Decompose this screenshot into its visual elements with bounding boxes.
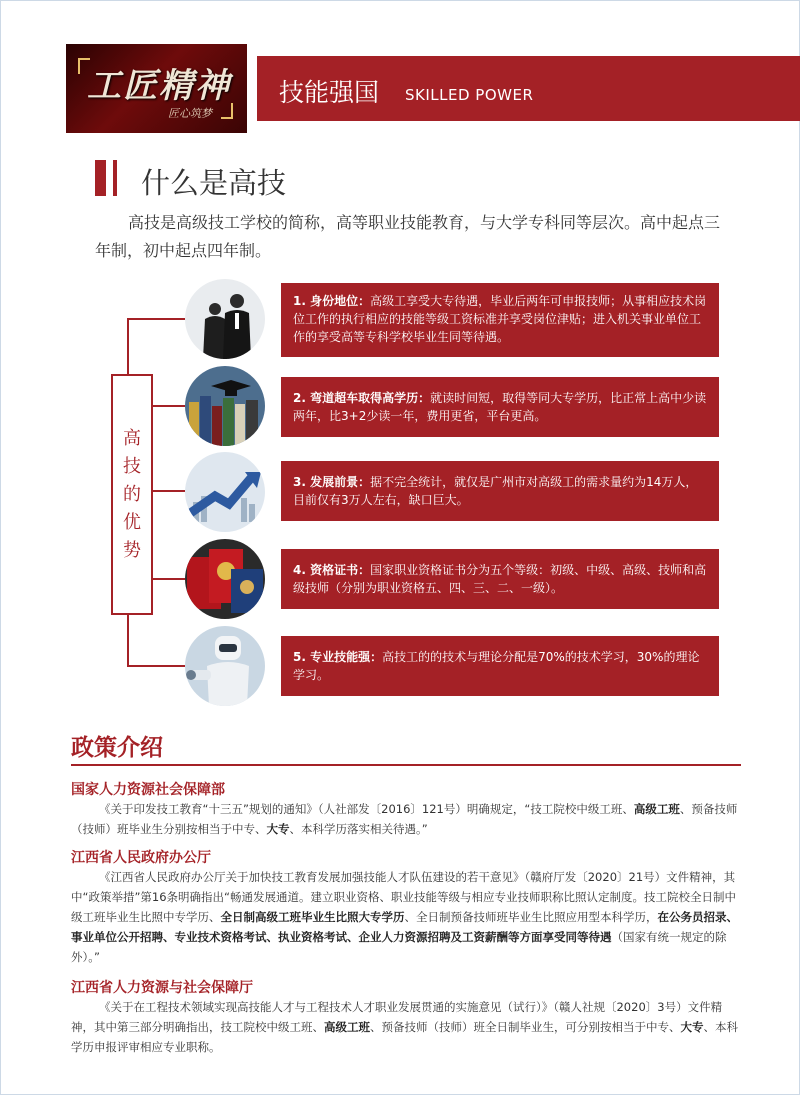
advantage-title: 2. 弯道超车取得高学历： — [293, 391, 431, 405]
policy-paragraph — [71, 997, 743, 1057]
policy-paragraph — [71, 799, 743, 839]
header-title-cn: 技能强国 — [279, 78, 380, 107]
advantage-card-prospects — [281, 461, 719, 521]
policy-org-heading: 江西省人民政府办公厅 — [71, 850, 211, 866]
header-title-en: SKILLED POWER — [405, 86, 534, 104]
advantages-label-char: 优 — [123, 511, 141, 533]
policy-emphasis: 全日制高级工班毕业生比照大专学历 — [220, 910, 405, 924]
advantages-label-char: 技 — [123, 455, 141, 477]
robot-image — [185, 626, 265, 706]
policy-emphasis: 在公务员招录、事业单位公开招聘、专业技术资格考试、执业资格考试、企业人力资源招聘及工资薪酬等方面享受同等待遇 — [71, 910, 738, 944]
section-intro: 高技是高级技工学校的简称，高等职业技能教育，与大学专科同等层次。高中起点三年制，初中起点四年制。 — [95, 213, 721, 260]
section-title: 什么是高技 — [141, 166, 287, 200]
advantages-label-box — [111, 374, 153, 615]
advantage-title: 3. 发展前景： — [293, 475, 371, 489]
policy-paragraph — [71, 867, 743, 967]
connector-line-top — [127, 318, 129, 374]
policy-emphasis: 高级工班 — [633, 802, 680, 816]
advantage-text: 高级工享受大专待遇，毕业后两年可申报技师；从事相应技术岗位工作的执行相应的技能等级工资标准并享受岗位津贴；进入机关事业单位工作的享受高等专科学校毕业生同等待遇。 — [293, 294, 707, 344]
policy-text: 《关于在工程技术领域实现高技能人才与工程技术人才职业发展贯通的实施意见（试行）》（赣人社规〔2020〕3号）文件精神，其中第三部分明确指出，技工院校中级工班、 — [71, 1000, 723, 1034]
policy-text: 、预备技师（技师）班全日制毕业生，可分别按相当于中专、 — [370, 1020, 681, 1034]
policy-text: 、本科学历落实相关待遇。” — [289, 822, 428, 836]
certificate-image — [185, 539, 265, 619]
advantage-text: 高技工的的技术与理论分配是70%的技术学习，30%的理论学习。 — [293, 650, 700, 682]
craftsman-spirit-logo — [66, 44, 247, 133]
connector-h-3 — [153, 490, 185, 492]
policy-emphasis: 大专 — [266, 822, 290, 836]
advantage-card-degree — [281, 377, 719, 437]
connector-h-4 — [153, 578, 185, 580]
connector-h-1 — [127, 318, 185, 320]
connector-h-5 — [127, 665, 185, 667]
policy-divider — [71, 764, 741, 766]
policy-text: 、预备技师（技师）班毕业生分别按相当于中专、 — [71, 802, 738, 836]
advantages-label-char: 的 — [123, 483, 141, 505]
advantage-card-certificate — [281, 549, 719, 609]
policy-text: 、本科学历申报评审相应专业职称。 — [71, 1020, 738, 1054]
policy-text: 《关于印发技工教育“十三五”规划的通知》（人社部发〔2016〕121号）明确规定，“技工院校中级工班、 — [99, 802, 634, 816]
advantage-card-skills — [281, 636, 719, 696]
policy-org-heading: 国家人力资源社会保障部 — [71, 782, 225, 798]
policy-org-heading: 江西省人力资源与社会保障厅 — [71, 980, 253, 996]
policy-text: （国家有统一规定的除外）。” — [71, 930, 727, 964]
advantage-title: 1. 身份地位： — [293, 294, 371, 308]
policy-text: 《江西省人民政府办公厅关于加快技工教育发展加强技能人才队伍建设的若干意见》（赣府厅发〔2020〕21号）文件精神，其中“政策举措”第16条明确指出“畅通发展通道。建立职业资格、职业技能等级与相应专业技师职称比照认定制度。技工院校全日制中级工班毕业生比照中专学历、 — [71, 870, 736, 924]
logo-sub-text: 匠心筑梦 — [168, 107, 212, 120]
advantages-label-char: 势 — [123, 539, 141, 561]
policy-text: 、全日制预备技师班毕业生比照应用型本科学历， — [404, 910, 658, 924]
rising-arrow-city-image — [185, 452, 265, 532]
connector-h-2 — [153, 405, 185, 407]
advantage-text: 就读时间短，取得等同大专学历，比正常上高中少读两年，比3+2少读一年，费用更省，平台更高。 — [293, 391, 707, 423]
business-people-image — [185, 279, 265, 359]
policy-emphasis: 高级工班 — [324, 1020, 370, 1034]
books-graduation-cap-image — [185, 366, 265, 446]
logo-main-text: 工匠精神 — [87, 66, 231, 106]
advantages-label-char: 高 — [123, 427, 141, 449]
policy-emphasis: 大专 — [680, 1020, 704, 1034]
advantage-text: 据不完全统计，就仅是广州市对高级工的需求量约为14万人，目前仅有3万人左右，缺口巨大。 — [293, 475, 698, 507]
advantage-title: 4. 资格证书： — [293, 563, 371, 577]
advantage-card-identity — [281, 283, 719, 357]
connector-line-bottom — [127, 615, 129, 667]
policy-title: 政策介绍 — [71, 735, 163, 761]
header-banner — [257, 56, 800, 121]
advantage-title: 5. 专业技能强： — [293, 650, 383, 664]
advantage-text: 国家职业资格证书分为五个等级：初级、中级、高级、技师和高级技师（分别为职业资格五、四、三、二、一级）。 — [293, 563, 707, 595]
